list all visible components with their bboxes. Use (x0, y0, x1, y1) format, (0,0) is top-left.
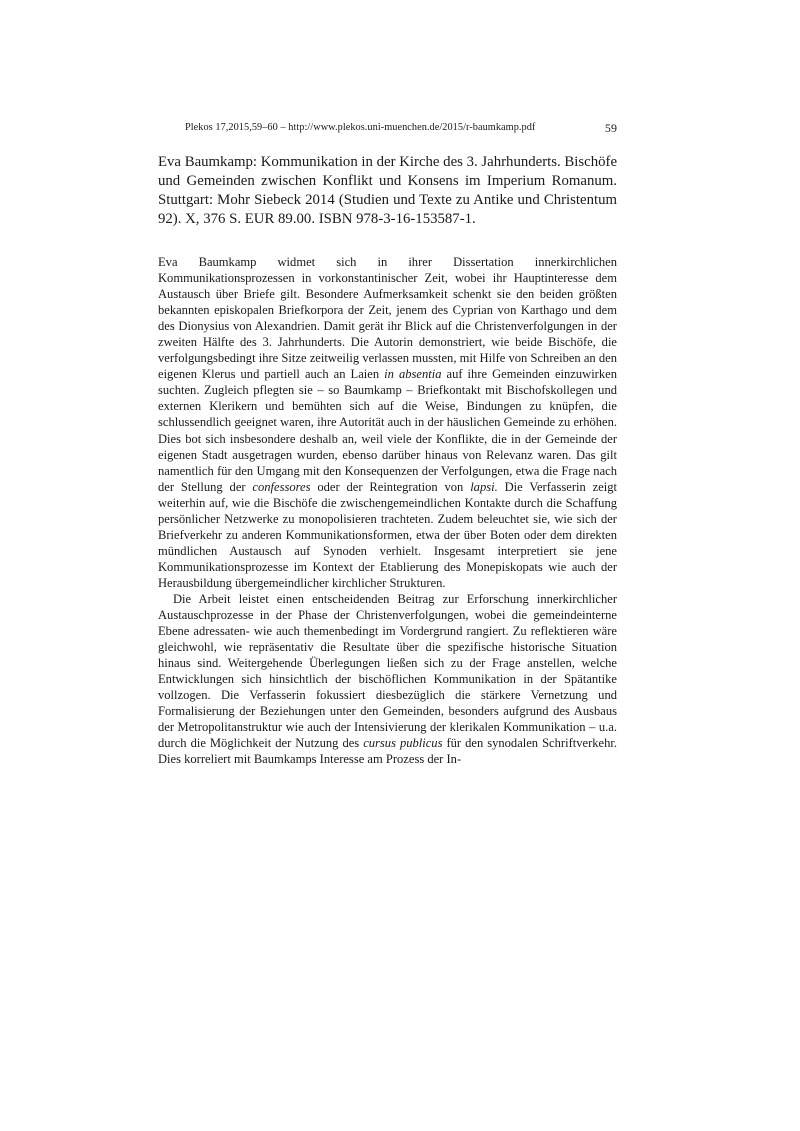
italic-cursus-publicus: cursus publicus (363, 736, 443, 751)
paragraph-2-text-2: für den synodalen Schriftverkehr. Dies korreliert mit Baumkamps Interesse am Prozess der In- (158, 736, 617, 767)
running-header (158, 121, 617, 135)
italic-confessores: confessores (252, 479, 311, 494)
paragraph-1-text-2: auf ihre Gemeinden einzuwirken suchten. Zugleich pflegten sie – so Baumkamp – Briefkontakt mit Bischofskollegen und externen Klerikern und bemühten sich auf die Weise, Bindungen zu knüpfen, die schlussendlich geeignet waren, ihre Autorität auch in der häuslichen Gemeinde zu erhöhen. Dies bot sich insbesondere deshalb an, weil viele der Konflikte, die in der Gemeinde der eigenen Stadt ausgetragen wurden, ebenso darüber hinaus von Relevanz waren. Das gilt namentlich für den Umgang mit den Konsequenzen der Verfolgungen, etwa die Frage nach der Stellung der (158, 367, 617, 494)
review-body (158, 254, 617, 768)
italic-lapsi: lapsi. (470, 479, 498, 494)
paragraph-1 (158, 254, 617, 591)
paragraph-1-text-3: oder der Reintegration von (310, 479, 471, 494)
book-title: Eva Baumkamp: Kommunikation in der Kirche des 3. Jahrhunderts. Bischöfe und Gemeinden zwischen Konflikt und Konsens im Imperium Romanum. Stuttgart: Mohr Siebeck 2014 (Studien und Texte zu Antike und Christentum 92). X, 376 S. EUR 89.00. ISBN 978-3-16-153587-1. (158, 154, 618, 227)
paragraph-1-text-1: Eva Baumkamp widmet sich in ihrer Dissertation innerkirchlichen Kommunikationsprozessen in vorkonstantinischer Zeit, wobei ihr Hauptinteresse dem Austausch über Briefe gilt. Besondere Aufmerksamkeit schenkt sie den beiden größten bekannten episkopalen Briefkorpora der Zeit, jenem des Cyprian von Karthago und dem des Dionysius von Alexandrien. Damit gerät ihr Blick auf die Christenverfolgungen in der zweiten Hälfte des 3. Jahrhunderts. Die Autorin demonstriert, wie beide Bischöfe, die verfolgungsbedingt ihre Sitze zeitweilig verlassen mussten, mit Hilfe von Schreiben an den eigenen Klerus und partiell auch an Laien (158, 255, 617, 382)
italic-in-absentia: in absentia (384, 367, 442, 382)
paragraph-2 (158, 591, 617, 768)
page-number: 59 (604, 121, 617, 135)
paragraph-2-text-1: Die Arbeit leistet einen entscheidenden Beitrag zur Erforschung innerkirchlicher Austauschprozesse in der Phase der Christenverfolgungen, wobei die gemeindeinterne Ebene adressaten- wie auch themenbedingt im Vordergrund rangiert. Zu reflektieren wäre gleichwohl, wie repräsentativ die Resultate über die spezifische historische Situation hinaus sind. Weitergehende Überlegungen ließen sich zu der Frage anstellen, welche Entwicklungen sich hinsichtlich der bischöflichen Kommunikation in der Spätantike vollzogen. Die Verfasserin fokussiert diesbezüglich die stärkere Vernetzung und Formalisierung der Beziehungen unter den Gemeinden, besonders aufgrund des Ausbaus der Metropolitanstruktur wie auch der Intensivierung der klerikalen Kommunikation – u.a. durch die Möglichkeit der Nutzung des (158, 591, 617, 751)
journal-citation: Plekos 17,2015,59–60 – http://www.plekos.uni-muenchen.de/2015/r-baumkamp.pdf (185, 122, 536, 133)
paragraph-1-text-4: Die Verfasserin zeigt weiterhin auf, wie die Bischöfe die zwischengemeindlichen Kontakte durch die Schaffung persönlicher Netzwerke zu monopolisieren trachteten. Zudem beleuchtet sie, wie sich der Briefverkehr zu anderen Kommunikationsformen, etwa der über Boten oder dem direkten mündlichen Austausch auf Synoden verhielt. Insgesamt interpretiert sie jene Kommunikationsprozesse im Kontext der Etablierung des Monepiskopats wie auch der Herausbildung übergemeindlicher kirchlicher Strukturen. (158, 479, 617, 590)
